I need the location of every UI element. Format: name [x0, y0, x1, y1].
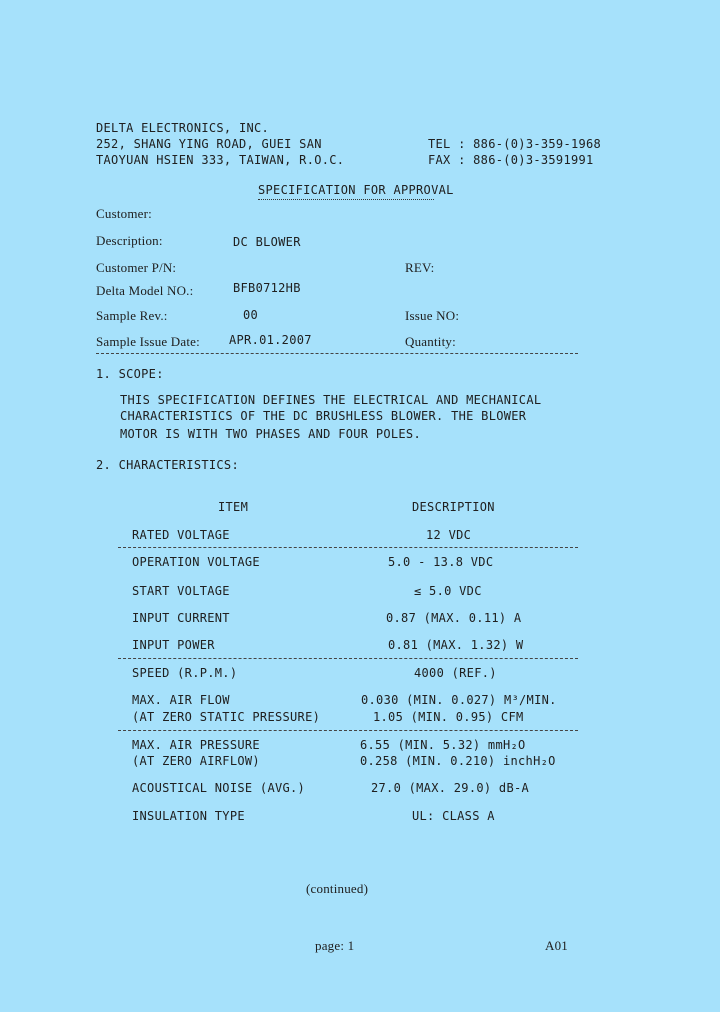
company-name: DELTA ELECTRONICS, INC. [96, 121, 270, 135]
column-header-description: DESCRIPTION [412, 500, 495, 514]
company-address-line2: TAOYUAN HSIEN 333, TAIWAN, R.O.C. [96, 153, 345, 167]
column-header-item: ITEM [218, 500, 249, 514]
spec-value: 1.05 (MIN. 0.95) CFM [373, 710, 524, 724]
spec-item: INPUT CURRENT [132, 611, 230, 625]
document-title: SPECIFICATION FOR APPROVAL [258, 183, 454, 197]
company-fax: FAX : 886-(0)3-3591991 [428, 153, 594, 167]
characteristics-heading: 2. CHARACTERISTICS: [96, 458, 239, 472]
delta-model-label: Delta Model NO.: [96, 283, 194, 298]
spec-value: 0.81 (MAX. 1.32) W [388, 638, 524, 652]
spec-value: 0.258 (MIN. 0.210) inchH₂O [360, 754, 556, 768]
spec-item: INPUT POWER [132, 638, 215, 652]
spec-item: (AT ZERO STATIC PRESSURE) [132, 710, 321, 724]
spec-item: INSULATION TYPE [132, 809, 245, 823]
continued-note: (continued) [306, 881, 369, 896]
spec-value: 4000 (REF.) [414, 666, 497, 680]
spec-item: SPEED (R.P.M.) [132, 666, 238, 680]
spec-item: (AT ZERO AIRFLOW) [132, 754, 260, 768]
spec-item: START VOLTAGE [132, 584, 230, 598]
sample-rev-value: 00 [243, 308, 259, 322]
spec-item: OPERATION VOLTAGE [132, 555, 260, 569]
quantity-label: Quantity: [405, 334, 456, 349]
description-label: Description: [96, 233, 163, 248]
spec-value: 6.55 (MIN. 5.32) mmH₂O [360, 738, 526, 752]
title-underline [258, 199, 434, 200]
table-divider [118, 658, 578, 659]
spec-value: UL: CLASS A [412, 809, 495, 823]
customer-pn-label: Customer P/N: [96, 260, 177, 275]
rev-label: REV: [405, 260, 435, 275]
page-number: page: 1 [315, 938, 355, 953]
spec-item: RATED VOLTAGE [132, 528, 230, 542]
scope-line: CHARACTERISTICS OF THE DC BRUSHLESS BLOWER. THE BLOWER [120, 409, 527, 423]
sample-rev-label: Sample Rev.: [96, 308, 168, 323]
scope-line: THIS SPECIFICATION DEFINES THE ELECTRICAL AND MECHANICAL [120, 393, 542, 407]
spec-item: MAX. AIR FLOW [132, 693, 230, 707]
revision-code: A01 [545, 938, 568, 953]
company-address-line1: 252, SHANG YING ROAD, GUEI SAN [96, 137, 322, 151]
header-divider [96, 353, 578, 354]
spec-value: 0.030 (MIN. 0.027) M³/MIN. [361, 693, 557, 707]
sample-issue-date-value: APR.01.2007 [229, 333, 312, 347]
sample-issue-date-label: Sample Issue Date: [96, 334, 200, 349]
scope-line: MOTOR IS WITH TWO PHASES AND FOUR POLES. [120, 427, 421, 441]
table-divider [118, 547, 578, 548]
spec-value: 0.87 (MAX. 0.11) A [386, 611, 522, 625]
spec-item: MAX. AIR PRESSURE [132, 738, 260, 752]
issue-label: Issue NO: [405, 308, 460, 323]
customer-label: Customer: [96, 206, 152, 221]
spec-value: 5.0 - 13.8 VDC [388, 555, 494, 569]
company-tel: TEL : 886-(0)3-359-1968 [428, 137, 602, 151]
spec-value: 27.0 (MAX. 29.0) dB-A [371, 781, 530, 795]
spec-value: 12 VDC [426, 528, 472, 542]
spec-item: ACOUSTICAL NOISE (AVG.) [132, 781, 306, 795]
spec-value: ≤ 5.0 VDC [414, 584, 482, 598]
description-value: DC BLOWER [233, 235, 301, 249]
table-divider [118, 730, 578, 731]
scope-heading: 1. SCOPE: [96, 367, 164, 381]
delta-model-value: BFB0712HB [233, 281, 301, 295]
